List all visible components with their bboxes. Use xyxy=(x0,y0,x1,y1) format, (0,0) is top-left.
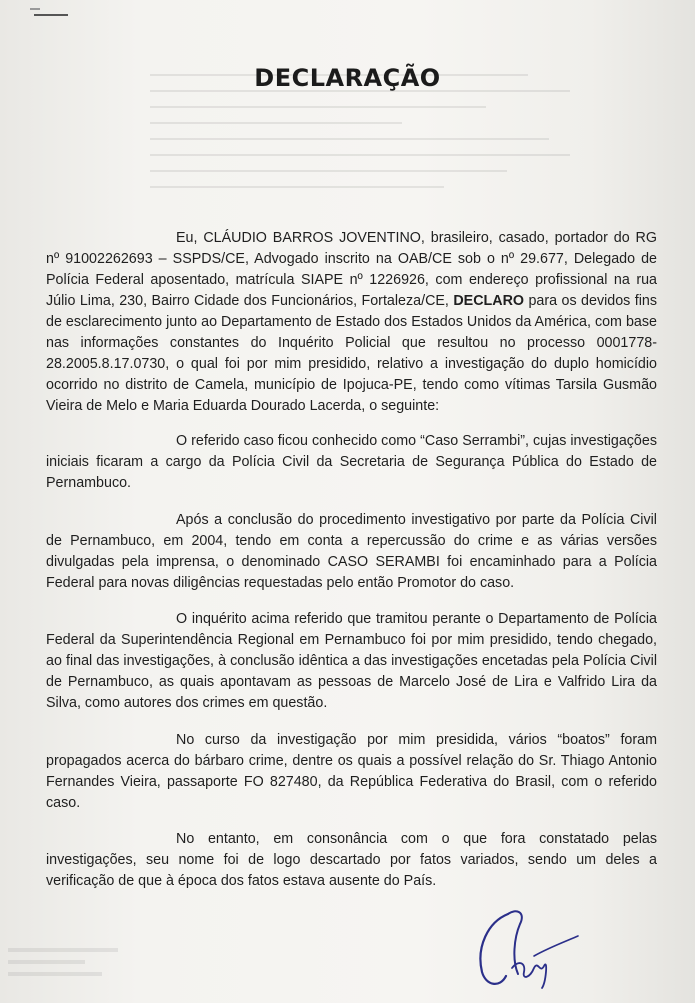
faded-stamp xyxy=(8,940,118,990)
paragraph-text: O referido caso ficou conhecido como “Caso Serrambi”, cujas investigações iniciais ficaram a cargo da Polícia Civil da Secretaria de Segurança Pública do Estado de Pernambuco. xyxy=(46,433,657,491)
paragraph-referral xyxy=(46,510,657,594)
paragraph-conclusion xyxy=(46,829,657,892)
paragraph-rumors xyxy=(46,730,657,814)
declaro-keyword: DECLARO xyxy=(453,293,525,309)
document-title: DECLARAÇÃO xyxy=(254,64,441,92)
paragraph-declarant xyxy=(46,228,657,417)
paragraph-text: O inquérito acima referido que tramitou perante o Departamento de Polícia Federal da Superintendência Regional em Pernambuco foi por mim presidido, tendo chegado, ao final das investigações, à conclusão idêntica a das investigações encetadas pela Polícia Civil de Pernambuco, as quais apontavam as pessoas de Marcelo José de Lira e Valfrido Lira da Silva, como autores dos crimes em questão. xyxy=(46,611,657,711)
page-corner-mark xyxy=(30,8,70,18)
paragraph-case-name xyxy=(46,431,657,494)
paragraph-text: para os devidos fins de esclarecimento junto ao Departamento de Estado dos Estados Unidos da América, com base nas informações constantes do Inquérito Policial que resultou no processo 0001778-28.2005.8.17.0730, o qual foi por mim presidido, relativo a investigação do duplo homicídio ocorrido no distrito de Camela, município de Ipojuca-PE, tendo como vítimas Tarsila Gusmão Vieira de Melo e Maria Eduarda Dourado Lacerda, o seguinte: xyxy=(46,293,657,414)
paragraph-text: No entanto, em consonância com o que fora constatado pelas investigações, seu nome foi de logo descartado por fatos variados, sendo um deles a verificação de que à época dos fatos estava ausente do País. xyxy=(46,831,657,889)
paragraph-text: No curso da investigação por mim presidida, vários “boatos” foram propagados acerca do bárbaro crime, dentre os quais a possível relação do Sr. Thiago Antonio Fernandes Vieira, passaporte FO 827480, da República Federativa do Brasil, com o referido caso. xyxy=(46,732,657,811)
paragraph-text: Eu, CLÁUDIO BARROS JOVENTINO, brasileiro, casado, portador do RG nº 91002262693 – SSPDS/CE, Advogado inscrito na OAB/CE sob o nº 29.677, Delegado de Polícia Federal aposentado, matrícula SIAPE nº 1226926, com endereço profissional na rua Júlio Lima, 230, Bairro Cidade dos Funcionários, Fortaleza/CE, xyxy=(46,230,657,309)
paragraph-text: Após a conclusão do procedimento investigativo por parte da Polícia Civil de Pernambuco, em 2004, tendo em conta a repercussão do crime e as várias versões divulgadas pela imprensa, o denominado CASO SERAMBI foi encaminhado para a Polícia Federal para novas diligências requestadas pelo então Promotor do caso. xyxy=(46,512,657,591)
paragraph-inquiry xyxy=(46,609,657,714)
signature-icon xyxy=(468,902,588,992)
